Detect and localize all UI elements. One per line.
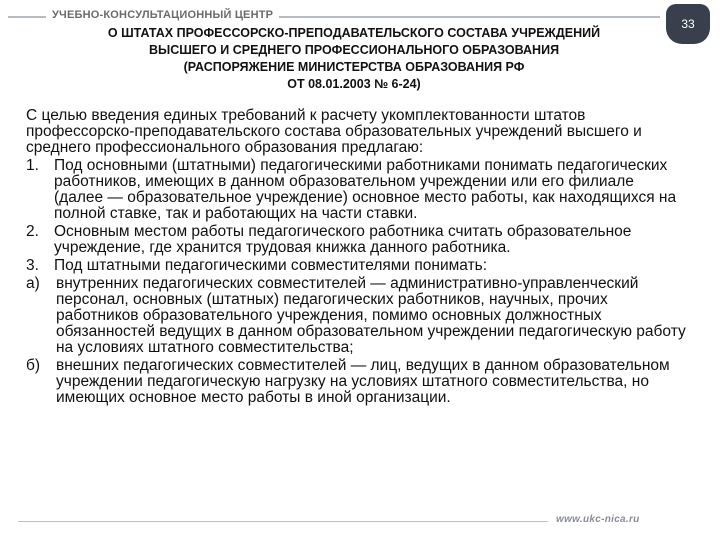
heading-line: (РАСПОРЯЖЕНИЕ МИНИСТЕРСТВА ОБРАЗОВАНИЯ РФ [183, 60, 525, 74]
heading-line: ОТ 08.01.2003 № 6-24) [287, 77, 421, 91]
intro-paragraph: С целью введения единых требований к расчету укомплектованности штатов профессорско-преподавательского состава образовательных учреждений высшего и среднего профессионального образования предлагаю: [26, 107, 642, 156]
document-heading [28, 25, 680, 93]
list-item [26, 258, 686, 274]
organization-name: УЧЕБНО-КОНСУЛЬТАЦИОННЫЙ ЦЕНТР [46, 9, 279, 21]
list-item-text: внешних педагогических совместителей — лиц, ведущих в данном образовательном учреждении педагогическую нагрузку на условиях штатного совместительства, но имеющих основное место работы в иной организации. [56, 357, 670, 406]
list-item-text: внутренних педагогических совместителей — административно-управленческий персонал, основных (штатных) педагогических работников, научных, прочих работников образовательного учреждения, помимо основных должностных обязанностей ведущих в данном образовательном учреждении педагогическую работу на условиях штатного совместительства; [56, 275, 686, 356]
page-number-badge: 33 [666, 4, 710, 44]
document-body [26, 108, 686, 408]
heading-line: О ШТАТАХ ПРОФЕССОРСКО-ПРЕПОДАВАТЕЛЬСКОГО СОСТАВА УЧРЕЖДЕНИЙ [107, 26, 601, 40]
list-item [26, 276, 686, 356]
list-item-text: Под штатными педагогическими совместителями понимать: [54, 257, 488, 274]
list-marker: 3. [26, 257, 39, 274]
list-item [26, 224, 686, 256]
website-link[interactable]: www.ukc-nica.ru [556, 514, 640, 525]
list-item [26, 358, 686, 406]
list-marker: б) [26, 357, 41, 374]
list-marker: а) [26, 275, 40, 292]
list-marker: 1. [26, 157, 39, 174]
list-item-text: Под основными (штатными) педагогическими работниками понимать педагогических работников, имеющих в данном образовательном учреждении или его филиале (далее — образовательное учреждение) основное место работы, как находящихся на полной ставке, так и работающих на части ставки. [54, 157, 677, 222]
list-item-text: Основным местом работы педагогического работника считать образовательное учреждение, где хранится трудовая книжка данного работника. [54, 223, 632, 256]
list-item [26, 158, 686, 222]
list-marker: 2. [26, 223, 39, 240]
footer-divider-line [18, 521, 548, 522]
heading-line: ВЫСШЕГО И СРЕДНЕГО ПРОФЕССИОНАЛЬНОГО ОБРАЗОВАНИЯ [148, 43, 560, 57]
